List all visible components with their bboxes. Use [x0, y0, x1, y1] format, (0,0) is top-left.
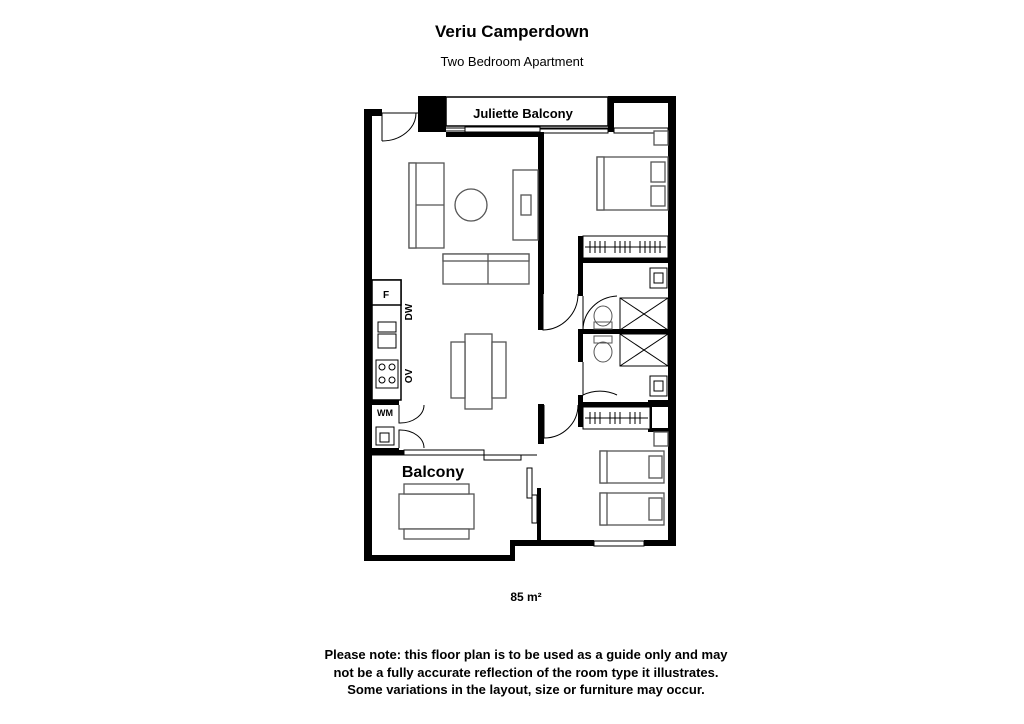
- bedside-2: [654, 432, 668, 446]
- juliette-balcony-label: Juliette Balcony: [473, 106, 573, 121]
- balcony-side-slider-b: [532, 495, 537, 523]
- living-furniture: [409, 163, 538, 409]
- laundry-door-top: [399, 405, 424, 423]
- sofa-bottom-back: [443, 254, 529, 261]
- balcony-seat-top: [404, 484, 469, 494]
- bedroom2-window: [594, 541, 644, 546]
- bedroom1-door: [543, 294, 578, 330]
- laundry: [376, 405, 424, 448]
- balcony-table: [399, 494, 474, 529]
- floor-area: 85 m²: [510, 590, 542, 604]
- disclaimer-line-3: Some variations in the layout, size or furniture may occur.: [347, 682, 705, 697]
- balcony-slider-a: [404, 450, 484, 455]
- fridge-label: F: [382, 290, 390, 301]
- wall-bed2-lower: [537, 488, 541, 540]
- coffee-table: [455, 189, 487, 221]
- wall-bed1-divider-top: [538, 132, 544, 294]
- bathroom-2: [583, 334, 668, 396]
- sofa-left-back: [409, 163, 416, 248]
- bedroom-1: [543, 128, 668, 330]
- wall-right: [668, 96, 676, 546]
- chair-right: [492, 342, 506, 398]
- wall-top-right-stub: [608, 96, 614, 132]
- juliette-slider-right: [540, 129, 608, 133]
- tv: [521, 195, 531, 215]
- disclaimer-note: [0, 646, 1024, 699]
- wall-bath-left-c: [578, 395, 583, 427]
- disclaimer-line-2: not be a fully accurate reflection of the room type it illustrates.: [333, 664, 719, 680]
- laundry-door-bottom: [399, 430, 424, 448]
- wall-bath-left-b: [578, 332, 583, 362]
- wall-bottom-right-a: [510, 540, 594, 546]
- bathroom-1: [583, 268, 668, 330]
- entry-block-top: [425, 96, 446, 104]
- balcony-label: Balcony: [401, 464, 465, 481]
- wall-wardrobe1-bottom: [578, 258, 670, 263]
- juliette-slider-left: [465, 127, 540, 132]
- disclaimer-line-1: Please note: this floor plan is to be used as a guide only and may: [324, 647, 728, 662]
- wall-bottom-left: [364, 555, 514, 561]
- bath2-vanity: [650, 376, 667, 396]
- wall-bath-left-a: [578, 236, 583, 296]
- wall-top-right: [608, 96, 676, 103]
- dining-table: [465, 334, 492, 409]
- entry-door: [382, 113, 418, 141]
- plan-subtitle: Two Bedroom Apartment: [440, 54, 584, 69]
- plan-title: Veriu Camperdown: [435, 22, 589, 41]
- wall-bed2-divider: [538, 404, 544, 444]
- bedroom2-door: [544, 405, 578, 438]
- washing-machine-label: WM: [377, 408, 393, 418]
- kitchen: [372, 280, 415, 400]
- bath1-vanity: [650, 268, 667, 288]
- bedroom-2: [544, 405, 668, 546]
- bath2-door: [583, 362, 617, 395]
- balcony-side-slider: [527, 468, 532, 498]
- wall-bed1-divider-bottom: [538, 292, 543, 330]
- oven-label: OV: [404, 368, 415, 384]
- wall-living-top: [446, 132, 542, 137]
- chair-left: [451, 342, 465, 398]
- toilet-2: [594, 342, 612, 362]
- balcony-slider-b: [484, 455, 521, 460]
- wall-top-left: [364, 109, 382, 116]
- juliette-balcony: [446, 97, 608, 133]
- wall-balcony-top-a: [364, 450, 404, 455]
- bedside-1a: [654, 131, 668, 145]
- dishwasher-label: DW: [404, 303, 415, 321]
- toilet-1: [594, 306, 612, 326]
- balcony-seat-bottom: [404, 529, 469, 539]
- wall-left: [364, 109, 372, 561]
- balcony: [372, 450, 537, 539]
